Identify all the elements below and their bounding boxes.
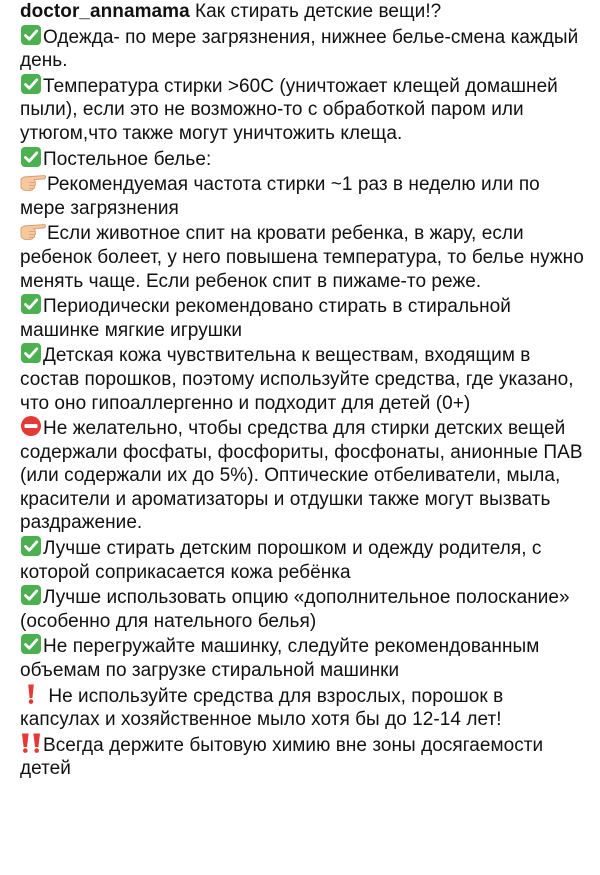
caption-line bbox=[20, 146, 586, 172]
caption-line bbox=[20, 535, 586, 584]
no-entry-icon bbox=[20, 415, 42, 437]
caption-line-text: Одежда- по мере загрязнения, нижнее белье-смена каждый день. bbox=[20, 26, 579, 72]
exclamation-icon bbox=[20, 683, 42, 705]
caption-line bbox=[20, 293, 586, 342]
check-mark-icon bbox=[20, 584, 42, 606]
check-mark-icon bbox=[20, 24, 42, 46]
check-mark-icon bbox=[20, 73, 42, 95]
caption-line bbox=[20, 73, 586, 146]
caption-line bbox=[20, 584, 586, 633]
caption-line-text: Детская кожа чувствительна к веществам, входящим в состав порошков, поэтому используйте средства, где указано, что оно гипоаллергенно и подходит для детей (0+) bbox=[20, 345, 574, 414]
caption-line bbox=[20, 683, 586, 732]
caption-line-text: Не используйте средства для взрослых, порошок в капсулах и хозяйственное мыло хотя бы до 12-14 лет! bbox=[20, 685, 504, 731]
caption-line bbox=[20, 220, 586, 293]
post-title: Как стирать детские вещи!? bbox=[189, 1, 442, 22]
caption-header bbox=[20, 0, 586, 24]
double-exclamation-icon bbox=[20, 732, 42, 754]
caption-line-text: Постельное белье: bbox=[43, 148, 212, 170]
check-mark-icon bbox=[20, 633, 42, 655]
caption-line bbox=[20, 415, 586, 535]
check-mark-icon bbox=[20, 342, 42, 364]
caption-line bbox=[20, 171, 586, 220]
caption-line-text: Температура стирки >60С (уничтожает клещей домашней пыли), если это не возможно-то с обработкой паром или утюгом,что также могут уничтожить клеща. bbox=[20, 75, 558, 144]
caption-line bbox=[20, 24, 586, 73]
username-link[interactable]: doctor_annamama bbox=[20, 1, 190, 22]
caption-line-text: Не желательно, чтобы средства для стирки детских вещей содержали фосфаты, фосфориты, фосфонаты, анионные ПАВ (или содержали их до 5%). Оптические отбеливатели, мыла, красители и ароматизаторы и отдушки также могут вызвать раздражение. bbox=[20, 418, 583, 534]
check-mark-icon bbox=[20, 146, 42, 168]
caption-line-text: Не перегружайте машинку, следуйте рекомендованным объемам по загрузке стиральной машинки bbox=[20, 636, 540, 682]
caption-line bbox=[20, 342, 586, 415]
check-mark-icon bbox=[20, 535, 42, 557]
caption-line-text: Лучше стирать детским порошком и одежду родителя, с которой соприкасается кожа ребёнка bbox=[20, 538, 542, 583]
caption-line-text: Лучше использовать опцию «дополнительное полоскание» (особенно для нательного белья) bbox=[20, 587, 570, 632]
caption-line-text: Рекомендуемая частота стирки ~1 раз в неделю или по мере загрязнения bbox=[20, 174, 540, 219]
caption-line-text: Если животное спит на кровати ребенка, в жару, если ребенок болеет, у него повышена температура, то белье нужно менять чаще. Если ребенок спит в пижаме-то реже. bbox=[20, 223, 584, 292]
pointing-hand-icon bbox=[20, 171, 46, 193]
caption-line-text: Периодически рекомендовано стирать в стиральной машинке мягкие игрушки bbox=[20, 296, 511, 341]
caption-line bbox=[20, 732, 586, 781]
pointing-hand-icon bbox=[20, 220, 46, 242]
caption-line-text: Всегда держите бытовую химию вне зоны досягаемости детей bbox=[20, 734, 544, 780]
check-mark-icon bbox=[20, 293, 42, 315]
caption-line bbox=[20, 633, 586, 682]
